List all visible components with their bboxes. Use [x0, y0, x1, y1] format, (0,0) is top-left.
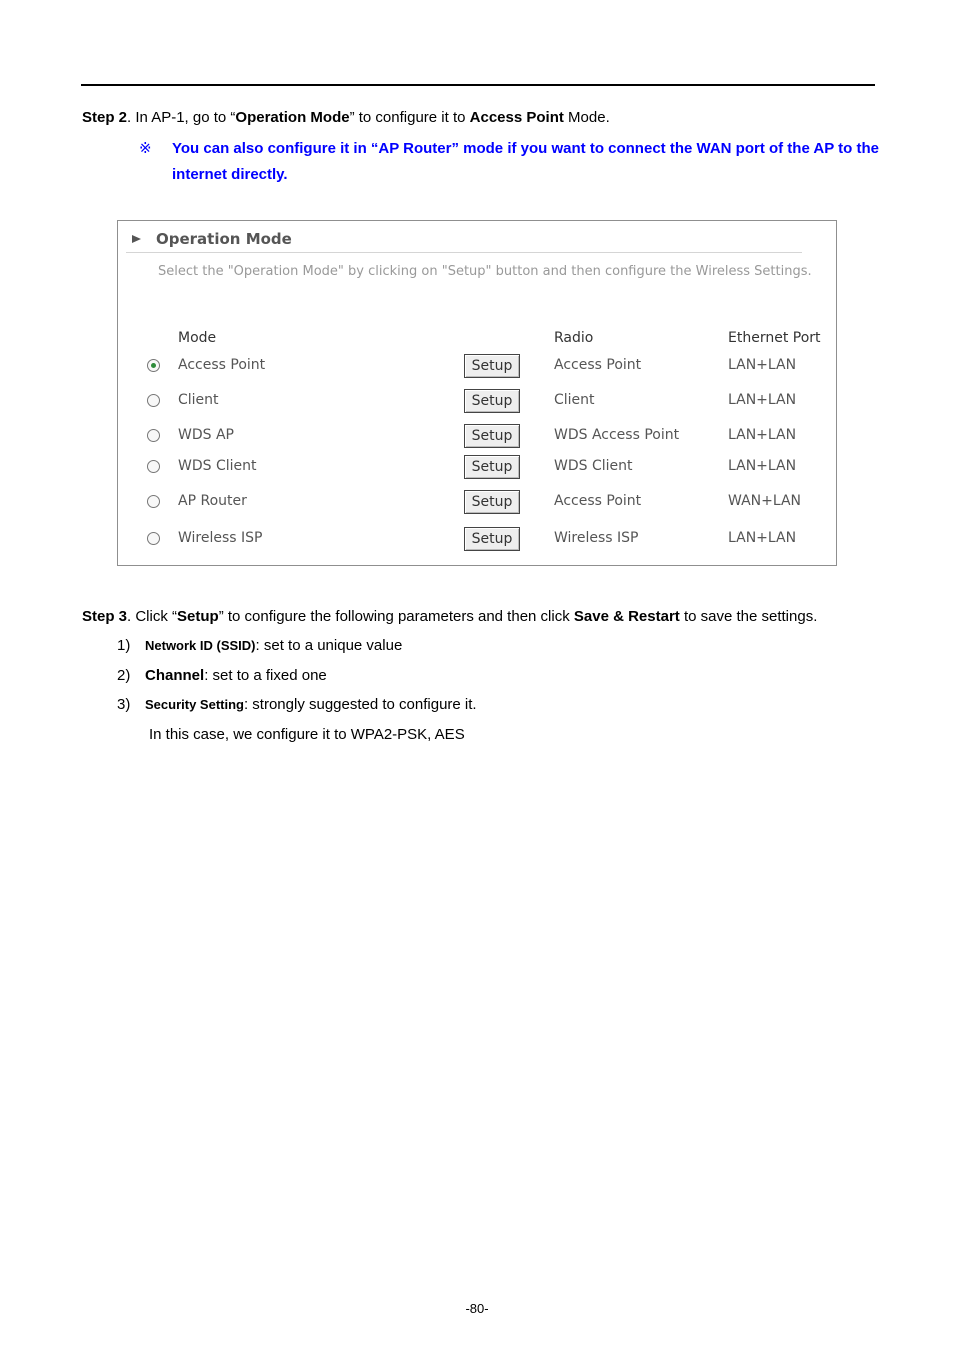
step3-text-3: to save the settings.: [679, 608, 818, 625]
radio-ap-router[interactable]: [147, 495, 160, 508]
list-term: Network ID (SSID): [145, 638, 256, 653]
setup-button-access-point[interactable]: Setup: [464, 354, 520, 378]
radio-label: Wireless ISP: [554, 530, 639, 546]
ethernet-label: LAN+LAN: [728, 427, 797, 443]
list-item: [117, 667, 327, 685]
note-mark-icon: ※: [139, 140, 152, 157]
mode-label: Client: [178, 392, 219, 408]
radio-label: Access Point: [554, 493, 642, 509]
step2-text-3: Mode.: [563, 109, 610, 126]
setup-button-wds-ap[interactable]: Setup: [464, 424, 520, 448]
list-text: : set to a fixed one: [204, 667, 327, 684]
header-mode: Mode: [178, 330, 217, 346]
step3-text-1: . Click “: [127, 608, 178, 625]
ethernet-label: LAN+LAN: [728, 458, 797, 474]
header-rule: [81, 84, 875, 86]
setup-button-client[interactable]: Setup: [464, 389, 520, 413]
header-radio: Radio: [554, 330, 594, 346]
panel-description: Select the "Operation Mode" by clicking on "Setup" button and then configure the Wireless Settings.: [158, 264, 812, 279]
radio-access-point[interactable]: [147, 359, 160, 372]
radio-label: WDS Client: [554, 458, 633, 474]
page-number: -80-: [465, 1301, 489, 1316]
note: [139, 136, 879, 188]
step2-label: Step 2: [82, 109, 128, 126]
step2-paragraph: [82, 109, 610, 127]
setup-button-wds-client[interactable]: Setup: [464, 455, 520, 479]
list-term: Security Setting: [145, 697, 244, 712]
radio-wds-client[interactable]: [147, 460, 160, 473]
radio-wireless-isp[interactable]: [147, 532, 160, 545]
mode-label: Wireless ISP: [178, 530, 263, 546]
mode-row-access-point: [118, 356, 836, 378]
list-number: 2): [117, 667, 131, 684]
note-text: You can also configure it in “AP Router” mode if you want to connect the WAN port of the AP to the internet directly.: [172, 140, 879, 183]
radio-label: Access Point: [554, 357, 642, 373]
step2-access-point: Access Point: [469, 109, 564, 126]
radio-wds-ap[interactable]: [147, 429, 160, 442]
step3-save-restart: Save & Restart: [573, 608, 680, 625]
ethernet-label: LAN+LAN: [728, 530, 797, 546]
step3-text-2: ” to configure the following parameters and then click: [218, 608, 574, 625]
radio-client[interactable]: [147, 394, 160, 407]
mode-label: WDS AP: [178, 427, 234, 443]
mode-label: AP Router: [178, 493, 247, 509]
step2-operation-mode: Operation Mode: [235, 109, 350, 126]
radio-label: WDS Access Point: [554, 427, 680, 443]
mode-label: Access Point: [178, 357, 266, 373]
step2-text-1: . In AP-1, go to “: [127, 109, 236, 126]
radio-label: Client: [554, 392, 595, 408]
step3-setup: Setup: [177, 608, 219, 625]
list-text: : strongly suggested to configure it.: [243, 696, 477, 713]
title-divider: [126, 252, 802, 253]
step2-text-2: ” to configure it to: [349, 109, 470, 126]
mode-row-wireless-isp: [118, 529, 836, 551]
mode-row-client: [118, 391, 836, 413]
list-item: [117, 696, 477, 714]
setup-button-ap-router[interactable]: Setup: [464, 490, 520, 514]
mode-row-wds-ap: [118, 426, 836, 448]
case-text: In this case, we configure it to WPA2-PSK, AES: [149, 726, 465, 743]
mode-row-wds-client: [118, 457, 836, 479]
ethernet-label: LAN+LAN: [728, 392, 797, 408]
ethernet-label: LAN+LAN: [728, 357, 797, 373]
triangle-arrow-icon: [132, 235, 141, 243]
operation-mode-screenshot: [117, 220, 837, 566]
list-term: Channel: [145, 667, 205, 684]
step3-paragraph: [82, 608, 817, 626]
setup-button-wireless-isp[interactable]: Setup: [464, 527, 520, 551]
step3-label: Step 3: [82, 608, 128, 625]
header-ethernet-port: Ethernet Port: [728, 330, 821, 346]
ethernet-label: WAN+LAN: [728, 493, 802, 509]
mode-row-ap-router: [118, 492, 836, 514]
list-number: 1): [117, 637, 131, 654]
list-item: [117, 637, 402, 655]
list-text: : set to a unique value: [255, 637, 403, 654]
list-number: 3): [117, 696, 131, 713]
panel-title: Operation Mode: [156, 230, 292, 248]
mode-label: WDS Client: [178, 458, 257, 474]
